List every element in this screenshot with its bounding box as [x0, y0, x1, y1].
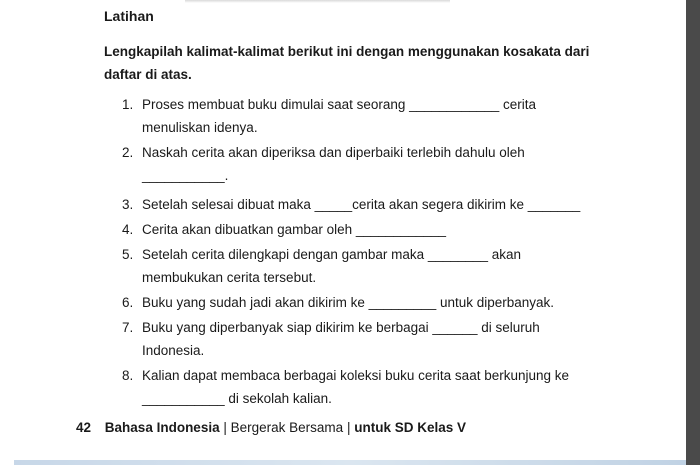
question-text: Buku yang sudah jadi akan dikirim ke _________ untuk diperbanyak.: [142, 295, 555, 310]
question-text: Proses membuat buku dimulai saat seorang ____________ cerita menuliskan idenya.: [142, 97, 536, 135]
book-title: Bahasa Indonesia: [104, 420, 220, 435]
question-number: 6.: [122, 295, 134, 310]
exercise-instruction: Lengkapilah kalimat-kalimat berikut ini dengan menggunakan kosakata dari daftar di atas.: [104, 44, 590, 82]
question-text: Kalian dapat membaca berbagai koleksi buku cerita saat berkunjung ke ___________ di sekolah kalian.: [142, 368, 570, 406]
footer-separator: |: [223, 420, 227, 435]
question-number: 4.: [122, 222, 134, 237]
book-theme: Bergerak Bersama: [230, 420, 344, 435]
section-heading: Latihan: [104, 8, 154, 24]
footer-separator: |: [346, 420, 351, 435]
question-item: [104, 218, 604, 241]
question-number: 3.: [122, 197, 134, 212]
question-text: Setelah cerita dilengkapi dengan gambar maka ________ akan membukukan cerita tersebut.: [142, 247, 522, 285]
question-item: [104, 291, 604, 314]
question-text: Setelah selesai dibuat maka _____cerita akan segera dikirim ke _______: [142, 197, 581, 212]
question-list: [104, 93, 604, 412]
next-page-strip: [14, 460, 686, 465]
question-number: 1.: [122, 97, 134, 112]
question-item: [104, 243, 604, 289]
question-number: 8.: [122, 368, 134, 383]
question-item: [104, 193, 604, 216]
top-shadow: [185, 0, 450, 3]
question-number: 5.: [122, 247, 134, 262]
question-item: [104, 364, 604, 410]
question-item: [104, 316, 604, 362]
question-item: [104, 93, 604, 139]
page-number: 42: [76, 420, 92, 435]
question-text: Naskah cerita akan diperiksa dan diperbaiki terlebih dahulu oleh ___________.: [142, 145, 525, 183]
book-grade: untuk SD Kelas V: [354, 420, 467, 435]
question-number: 2.: [122, 145, 134, 160]
question-number: 7.: [122, 320, 134, 335]
question-text: Buku yang diperbanyak siap dikirim ke berbagai ______ di seluruh Indonesia.: [142, 320, 540, 358]
page-footer: [76, 420, 466, 435]
question-item: [104, 141, 604, 187]
question-text: Cerita akan dibuatkan gambar oleh ____________: [142, 222, 446, 237]
